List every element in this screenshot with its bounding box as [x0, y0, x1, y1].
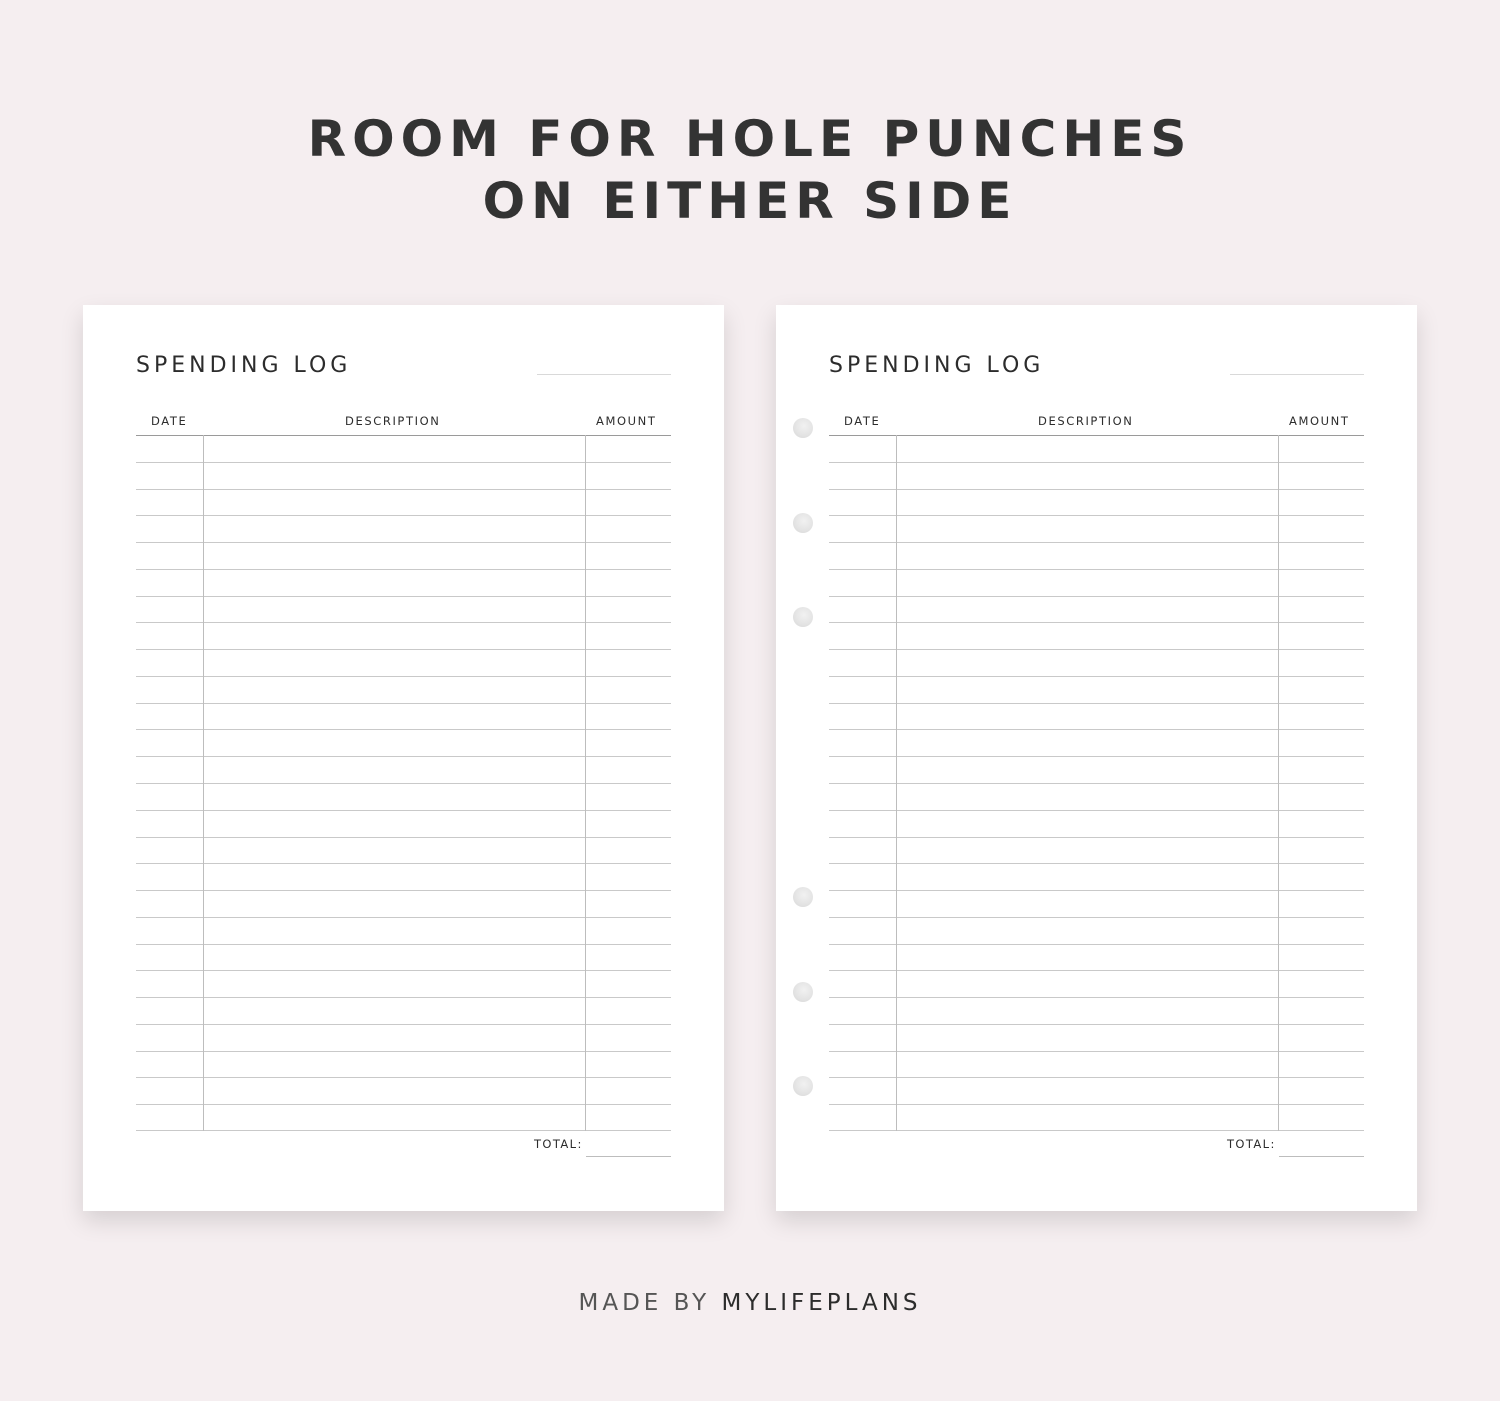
row-rule: [829, 1130, 1364, 1131]
row-rule: [136, 917, 671, 918]
row-rule: [136, 1104, 671, 1105]
row-rule: [829, 756, 1364, 757]
row-rule: [136, 837, 671, 838]
row-rule: [829, 890, 1364, 891]
row-rule: [829, 676, 1364, 677]
row-rule: [829, 1077, 1364, 1078]
column-header-amount: AMOUNT: [596, 414, 657, 428]
row-rule: [829, 944, 1364, 945]
row-rule: [136, 1051, 671, 1052]
row-rule: [829, 542, 1364, 543]
date-column-divider: [203, 435, 204, 1131]
row-rule: [829, 489, 1364, 490]
row-rule: [136, 890, 671, 891]
row-rule: [136, 944, 671, 945]
total-label: TOTAL:: [1227, 1137, 1276, 1151]
headline-line-2: ON EITHER SIDE: [482, 172, 1018, 230]
footer-prefix: MADE BY: [578, 1290, 722, 1316]
log-table: [829, 435, 1364, 1131]
row-rule: [136, 783, 671, 784]
row-rule: [136, 489, 671, 490]
row-rule: [829, 970, 1364, 971]
row-rule: [829, 863, 1364, 864]
spending-log-sheet-left: [83, 305, 724, 1211]
headline-line-1: ROOM FOR HOLE PUNCHES: [307, 110, 1193, 168]
column-header-description: DESCRIPTION: [345, 414, 441, 428]
row-rule: [829, 1051, 1364, 1052]
footer-credit: [0, 1290, 1500, 1316]
amount-column-divider: [585, 435, 586, 1131]
row-rule: [136, 676, 671, 677]
row-rule: [136, 756, 671, 757]
row-rule: [829, 622, 1364, 623]
total-blank-line: [1279, 1156, 1364, 1157]
row-rule: [136, 596, 671, 597]
hole-punch: [793, 607, 813, 627]
row-rule: [829, 1024, 1364, 1025]
row-rule: [829, 703, 1364, 704]
hole-punch: [793, 513, 813, 533]
row-rule: [829, 596, 1364, 597]
sheet-title: SPENDING LOG: [829, 353, 1045, 378]
row-rule: [136, 1130, 671, 1131]
total-blank-line: [586, 1156, 671, 1157]
sheet-title: SPENDING LOG: [136, 353, 352, 378]
column-header-date: DATE: [844, 414, 881, 428]
row-rule: [136, 622, 671, 623]
spending-log-sheet-right: [776, 305, 1417, 1211]
row-rule: [829, 810, 1364, 811]
amount-column-divider: [1278, 435, 1279, 1131]
column-header-description: DESCRIPTION: [1038, 414, 1134, 428]
log-table: [136, 435, 671, 1131]
row-rule: [829, 515, 1364, 516]
hole-punch: [793, 1076, 813, 1096]
row-rule: [136, 462, 671, 463]
title-blank-line: [1230, 374, 1364, 375]
row-rule: [136, 1024, 671, 1025]
row-rule: [829, 917, 1364, 918]
row-rule: [829, 462, 1364, 463]
headline: [0, 108, 1500, 232]
row-rule: [829, 1104, 1364, 1105]
row-rule: [136, 569, 671, 570]
row-rule: [136, 542, 671, 543]
row-rule: [136, 997, 671, 998]
row-rule: [136, 729, 671, 730]
column-header-amount: AMOUNT: [1289, 414, 1350, 428]
row-rule: [136, 515, 671, 516]
hole-punch: [793, 887, 813, 907]
hole-punch: [793, 418, 813, 438]
footer-brand: MYLIFEPLANS: [721, 1290, 922, 1316]
row-rule: [829, 649, 1364, 650]
row-rule: [136, 863, 671, 864]
column-header-date: DATE: [151, 414, 188, 428]
row-rule: [136, 970, 671, 971]
row-rule: [829, 837, 1364, 838]
row-rule: [136, 649, 671, 650]
header-rule: [829, 435, 1364, 436]
row-rule: [829, 569, 1364, 570]
row-rule: [136, 810, 671, 811]
row-rule: [829, 783, 1364, 784]
row-rule: [136, 703, 671, 704]
header-rule: [136, 435, 671, 436]
total-label: TOTAL:: [534, 1137, 583, 1151]
hole-punch: [793, 982, 813, 1002]
date-column-divider: [896, 435, 897, 1131]
row-rule: [829, 729, 1364, 730]
title-blank-line: [537, 374, 671, 375]
row-rule: [829, 997, 1364, 998]
row-rule: [136, 1077, 671, 1078]
